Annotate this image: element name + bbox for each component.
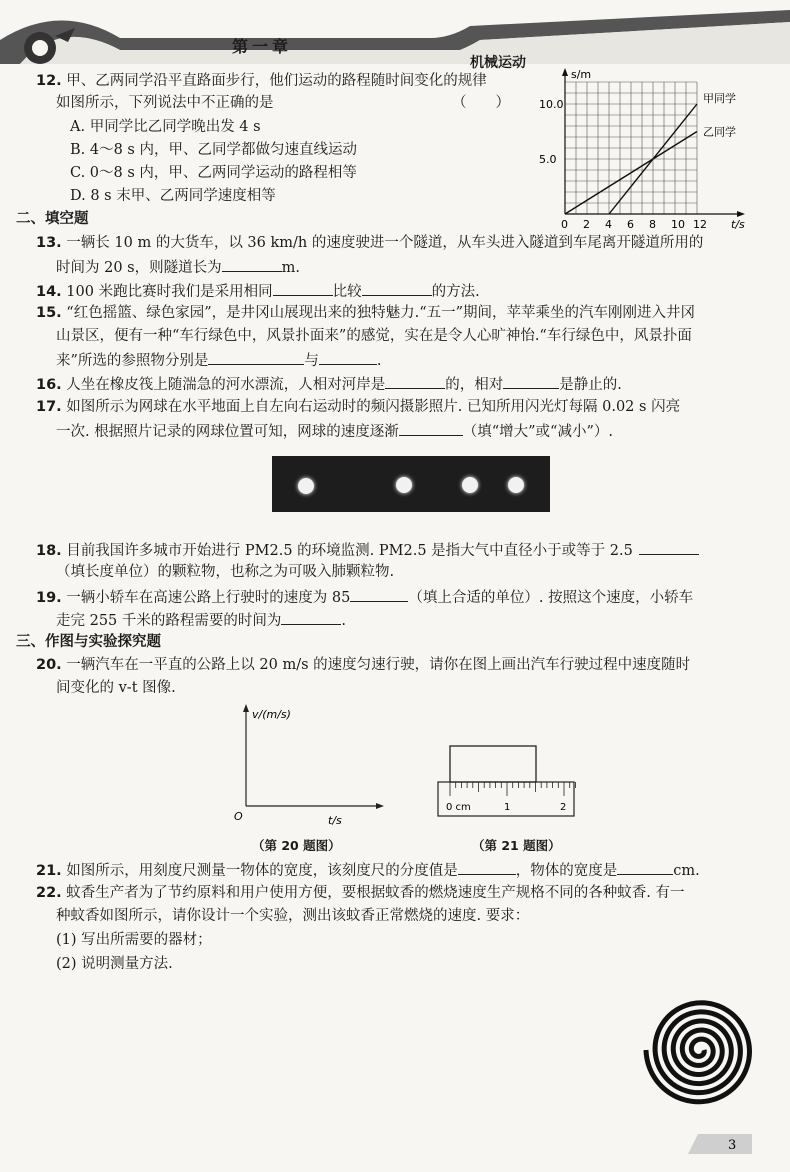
- q22-line2: 种蚊香如图所示，请你设计一个实验，测出该蚊香正常燃烧的速度. 要求：: [56, 908, 530, 924]
- tennis-ball-2: [396, 477, 412, 493]
- q14-blank-1[interactable]: [273, 279, 333, 296]
- ruler-label-2: 2: [560, 802, 567, 813]
- q19-line1: 19. 一辆小轿车在高速公路上行驶时的速度为 85 （填上合适的单位）. 按照这个速度，小轿车: [36, 585, 693, 609]
- chart-axes: [562, 68, 745, 217]
- fig21-caption: （第 21 题图）: [472, 838, 561, 853]
- header-banner: [0, 0, 790, 64]
- q21-line: 21. 如图所示，用刻度尺测量一物体的宽度，该刻度尺的分度值是 ，物体的宽度是 cm.: [36, 858, 700, 882]
- fig20-origin: O: [234, 810, 243, 823]
- ruler-ticks: [450, 782, 575, 796]
- fig20-ylabel: v/(m/s): [252, 708, 291, 721]
- q22-line1: 22. 蚊香生产者为了节约原料和用户使用方便，要根据蚊香的燃烧速度生产规格不同的各种蚊香. 有一: [36, 885, 685, 901]
- q15-line2: 山景区，便有一种“车行绿色中，风景扑面来”的感觉，实在是令人心旷神怡.“车行绿色中，风景扑面: [56, 328, 692, 344]
- q22-item2: (2) 说明测量方法.: [56, 956, 173, 972]
- chapter-title: 第一章: [232, 37, 293, 56]
- q20-line2: 间变化的 v-t 图像.: [56, 680, 176, 696]
- x-tick-label: 12: [693, 218, 707, 230]
- x-tick-label: 0: [561, 218, 568, 230]
- tennis-ball-1: [298, 478, 314, 494]
- y-arrow-icon: [243, 704, 249, 712]
- q12-option-c: C. 0～8 s 内，甲、乙两同学运动的路程相等: [70, 165, 357, 181]
- q18-blank[interactable]: [639, 538, 699, 555]
- x-tick-label: 10: [671, 218, 685, 230]
- section-drawing-experiment: 三、作图与实验探究题: [16, 634, 161, 650]
- q15-line1: 15. “红色摇篮、绿色家园”，是井冈山展现出来的独特魅力.“五一”期间，苹苹乘坐的汽车刚刚进入井冈: [36, 305, 696, 321]
- q17-blank[interactable]: [399, 419, 463, 436]
- y-axis-arrow-icon: [562, 68, 568, 76]
- y-tick-label: 10.0: [539, 98, 564, 111]
- q14-blank-2[interactable]: [362, 279, 432, 296]
- coil-spiral: [646, 1003, 749, 1102]
- q17-line2: 一次. 根据照片记录的网球位置可知，网球的速度逐渐 （填“增大”或“减小”）.: [56, 419, 613, 443]
- x-tick-label: 8: [649, 218, 656, 230]
- x-tick-label: 2: [583, 218, 590, 230]
- q16-line: 16. 人坐在橡皮筏上随湍急的河水漂流，人相对河岸是 的，相对 是静止的.: [36, 372, 622, 396]
- y-tick-label: 5.0: [539, 153, 557, 166]
- tennis-ball-4: [508, 477, 524, 493]
- q16-blank-1[interactable]: [385, 372, 445, 389]
- mosquito-coil-image: [640, 990, 760, 1110]
- fig20-vt-axes[interactable]: [228, 702, 388, 828]
- q12-line2: 如图所示，下列说法中不正确的是: [56, 95, 274, 111]
- q19-line2: 走完 255 千米的路程需要的时间为 .: [56, 608, 346, 632]
- q12-chart: [535, 66, 775, 230]
- q13-line2: 时间为 20 s，则隧道长为 m.: [56, 255, 300, 279]
- q13-line1: 13. 一辆长 10 m 的大货车，以 36 km/h 的速度驶进一个隧道，从车头进入隧道到车尾离开隧道所用的: [36, 235, 704, 251]
- q15-blank-2[interactable]: [319, 348, 377, 365]
- q22-item1: (1) 写出所需要的器材；: [56, 932, 212, 948]
- q12-line1: 12. 甲、乙两同学沿平直路面步行，他们运动的路程随时间变化的规律: [36, 73, 487, 89]
- q14-line: 14. 100 米跑比赛时我们是采用相同 比较 的方法.: [36, 279, 480, 303]
- q16-blank-2[interactable]: [503, 372, 559, 389]
- fig20-caption: （第 20 题图）: [252, 838, 341, 853]
- x-tick-label: 4: [605, 218, 612, 230]
- q20-line1: 20. 一辆汽车在一平直的公路上以 20 m/s 的速度匀速行驶，请你在图上画出汽车行驶过程中速度随时: [36, 657, 691, 673]
- q15-line3: 来”所选的参照物分别是 与 .: [56, 348, 382, 372]
- x-tick-label: 6: [627, 218, 634, 230]
- chart-ylabel: s/m: [571, 68, 592, 81]
- q13-blank[interactable]: [222, 255, 282, 272]
- tennis-ball-photo: [272, 456, 550, 512]
- fig21-ruler: [432, 744, 582, 824]
- q15-blank-1[interactable]: [208, 348, 304, 365]
- page-number: 3: [728, 1138, 737, 1153]
- section-title: 机械运动: [470, 55, 526, 71]
- q12-option-d: D. 8 s 末甲、乙两同学速度相等: [70, 188, 276, 204]
- q21-blank-1[interactable]: [458, 858, 516, 875]
- q12-paren: （ ）: [452, 95, 510, 111]
- q12-option-a: A. 甲同学比乙同学晚出发 4 s: [70, 119, 261, 135]
- page-header: [0, 0, 790, 64]
- fig20-xlabel: t/s: [328, 814, 342, 827]
- x-arrow-icon: [376, 803, 384, 809]
- measured-object: [450, 746, 536, 782]
- page-number-tab: [688, 1132, 752, 1154]
- chart-grid: [565, 82, 697, 214]
- q18-line1: 18. 目前我国许多城市开始进行 PM2.5 的环境监测. PM2.5 是指大气中直径小于或等于 2.5: [36, 538, 699, 562]
- section-fill-blank: 二、填空题: [16, 211, 89, 227]
- q19-blank-2[interactable]: [281, 608, 341, 625]
- q21-blank-2[interactable]: [617, 858, 673, 875]
- q18-line2: （填长度单位）的颗粒物，也称之为可吸入肺颗粒物.: [56, 564, 395, 580]
- chart-ticks: [539, 98, 707, 230]
- x-axis-arrow-icon: [737, 211, 745, 217]
- ruler-label-0: 0 cm: [446, 802, 471, 813]
- tennis-ball-3: [462, 477, 478, 493]
- legend-jia: 甲同学: [703, 92, 736, 105]
- q12-option-b: B. 4～8 s 内，甲、乙同学都做匀速直线运动: [70, 142, 357, 158]
- legend-yi: 乙同学: [703, 125, 736, 139]
- q17-line1: 17. 如图所示为网球在水平地面上自左向右运动时的频闪摄影照片. 已知所用闪光灯每隔 0.02 s 闪亮: [36, 399, 681, 415]
- chart-xlabel: t/s: [731, 218, 745, 230]
- ruler-label-1: 1: [504, 802, 511, 813]
- q19-blank-1[interactable]: [350, 585, 408, 602]
